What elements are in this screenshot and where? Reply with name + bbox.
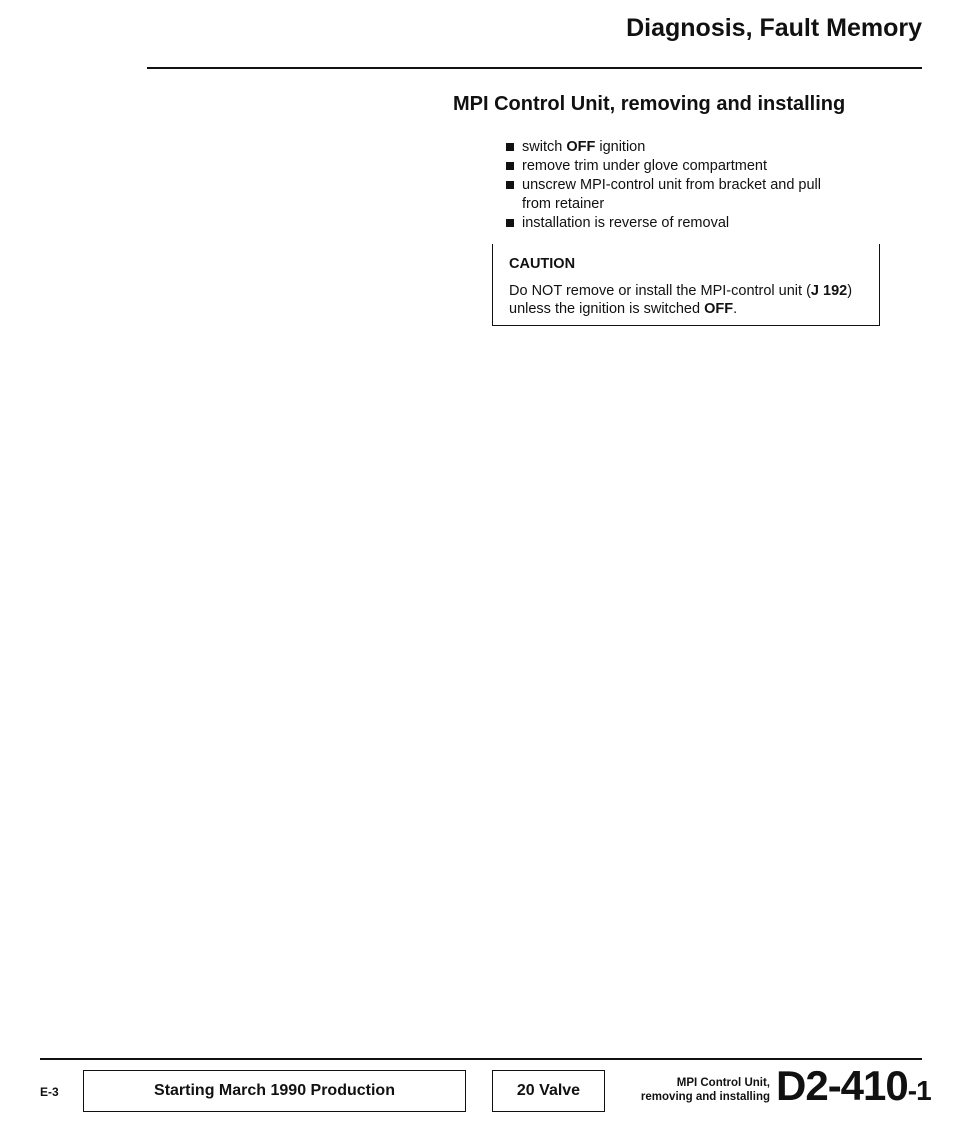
component-code: J 192 <box>810 283 848 299</box>
square-bullet-icon <box>506 162 514 170</box>
square-bullet-icon <box>506 143 514 151</box>
footer-subtitle: MPI Control Unit, removing and installing <box>640 1077 770 1103</box>
header-divider <box>147 67 922 69</box>
page-reference: E-3 <box>40 1085 59 1099</box>
step-item: switch OFF ignition <box>506 138 906 157</box>
valve-badge: 20 Valve <box>492 1070 605 1112</box>
section-title: MPI Control Unit, removing and installing <box>453 93 846 115</box>
production-badge: Starting March 1990 Production <box>83 1070 466 1112</box>
step-item: installation is reverse of removal <box>506 214 906 233</box>
square-bullet-icon <box>506 219 514 227</box>
page-code: D2-410-1 <box>776 1062 931 1109</box>
footer-divider <box>40 1058 922 1060</box>
page-header-title: Diagnosis, Fault Memory <box>626 14 922 42</box>
procedure-steps <box>506 138 906 233</box>
square-bullet-icon <box>506 181 514 189</box>
step-item: unscrew MPI-control unit from bracket and pull <box>506 176 906 195</box>
step-item-continuation: from retainer <box>522 196 605 212</box>
caution-box <box>492 244 880 326</box>
caution-text: Do NOT remove or install the MPI-control unit (J 192) unless the ignition is switched OFF. <box>509 283 853 317</box>
step-item: remove trim under glove compartment <box>506 157 906 176</box>
caution-label: CAUTION <box>509 256 576 272</box>
